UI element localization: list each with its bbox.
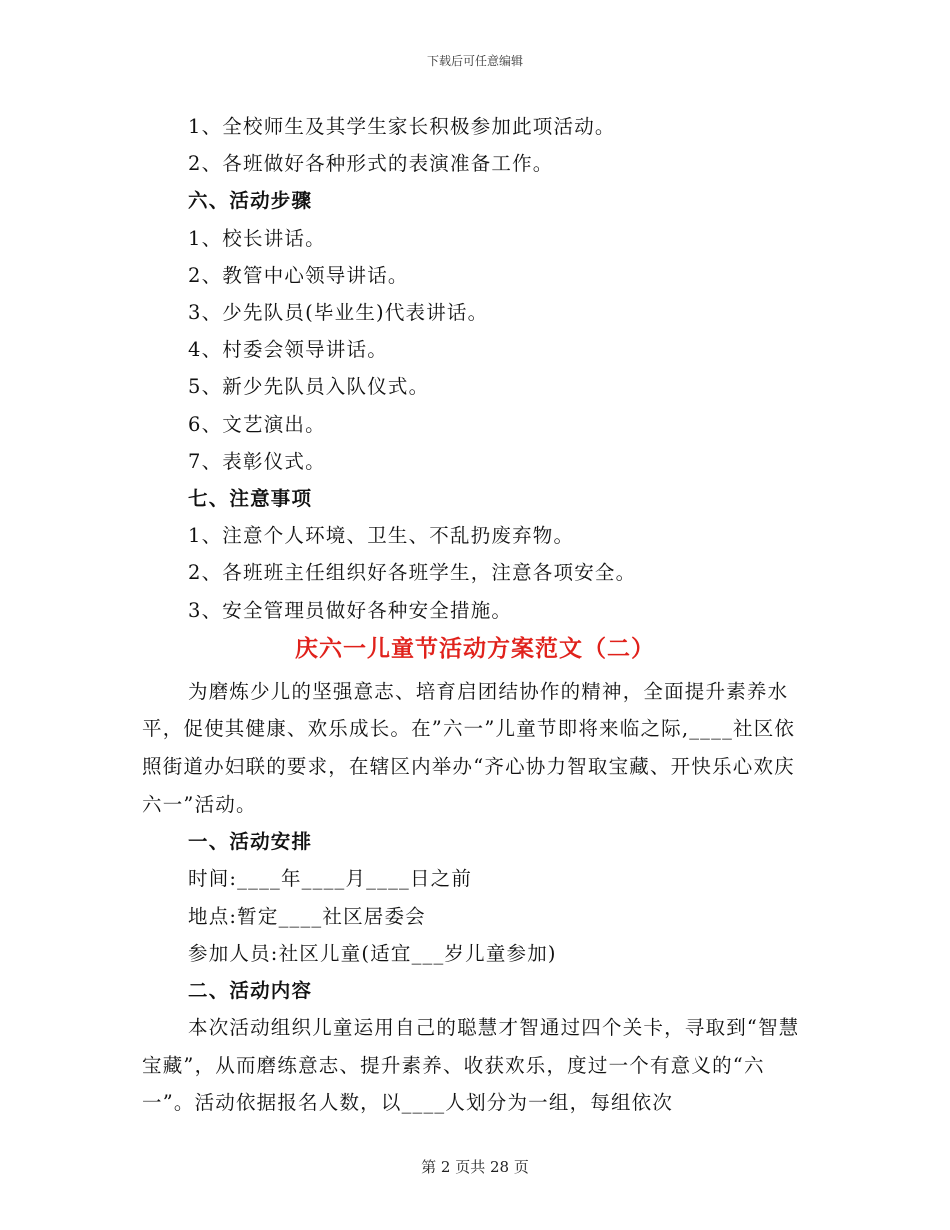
top-list-item: 6、文艺演出。 (188, 412, 326, 436)
content-paragraph (142, 1009, 808, 1122)
top-list-item: 2、各班做好各种形式的表演准备工作。 (188, 152, 554, 176)
section-title: 庆六一儿童节活动方案范文（二） (295, 634, 655, 662)
arrangement-item: 地点:暂定____社区居委会 (188, 904, 426, 928)
top-list-item: 2、各班班主任组织好各班学生，注意各项安全。 (188, 561, 637, 585)
intro-paragraph (142, 673, 808, 823)
top-list-item: 7、表彰仪式。 (188, 449, 326, 473)
top-list-item: 4、村委会领导讲话。 (188, 338, 388, 362)
arrangement-heading: 二、活动内容 (188, 979, 313, 1003)
top-list-item: 5、新少先队员入队仪式。 (188, 375, 430, 399)
document-body (142, 108, 808, 1122)
top-list-item: 1、注意个人环境、卫生、不乱扔废弃物。 (188, 524, 575, 548)
page-header: 下载后可任意编辑 (426, 54, 523, 68)
arrangement-item: 时间:____年____月____日之前 (188, 867, 473, 891)
arrangement-heading: 一、活动安排 (188, 830, 313, 854)
arrangement-list (142, 823, 808, 1009)
content-paragraph-text: 本次活动组织儿童运用自己的聪慧才智通过四个关卡，寻取到“智慧宝藏”，从而磨练意志、提升素养、收获欢乐，度过一个有意义的“六一”。活动依据报名人数，以____人划分为一组，每组依次 (142, 1016, 800, 1115)
page-footer: 第 2 页共 28 页 (421, 1158, 529, 1176)
top-list-item: 3、少先队员(毕业生)代表讲话。 (188, 301, 489, 325)
top-list-item: 1、校长讲话。 (188, 226, 326, 250)
top-list-item: 2、教管中心领导讲话。 (188, 263, 409, 287)
top-list-heading: 六、活动步骤 (188, 189, 313, 213)
top-list (142, 108, 808, 629)
arrangement-item: 参加人员:社区儿童(适宜___岁儿童参加) (188, 941, 557, 965)
top-list-item: 1、全校师生及其学生家长积极参加此项活动。 (188, 115, 616, 138)
intro-paragraph-text: 为磨炼少儿的坚强意志、培育启团结协作的精神，全面提升素养水平，促使其健康、欢乐成长。在”六一”儿童节即将来临之际,____社区依照街道办妇联的要求，在辖区内举办“齐心协力智取宝藏、开快乐心欢庆六一”活动。 (142, 679, 796, 816)
top-list-heading: 七、注意事项 (188, 487, 313, 511)
top-list-item: 3、安全管理员做好各种安全措施。 (188, 598, 513, 622)
